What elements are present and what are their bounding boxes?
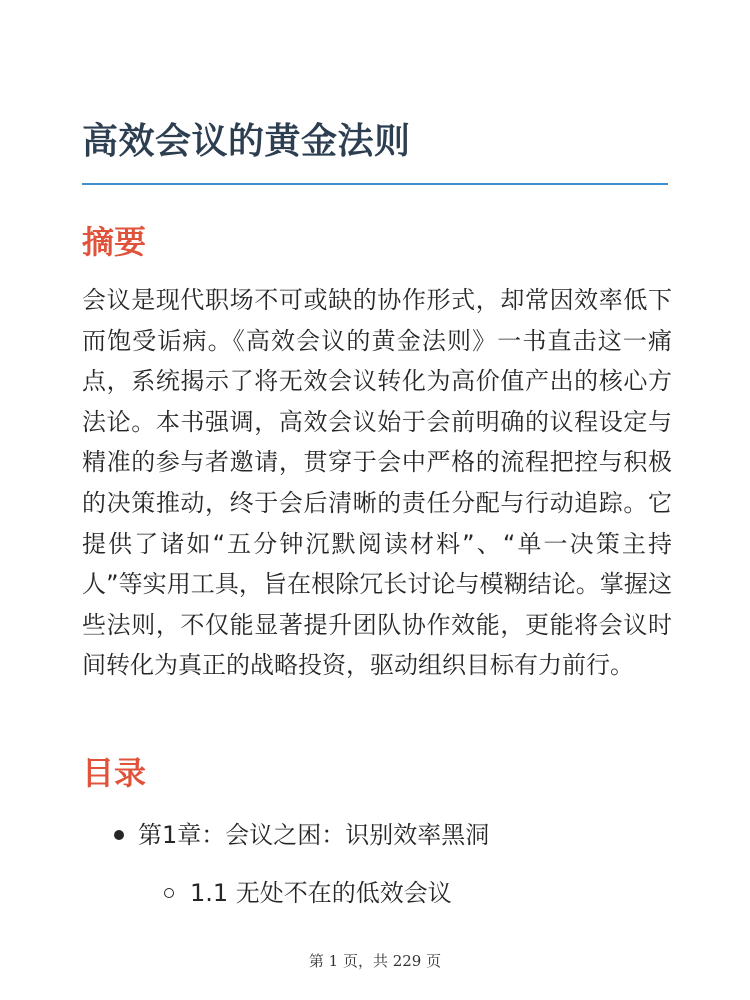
page-footer: 第 1 页，共 229 页	[308, 952, 442, 970]
title-divider	[82, 183, 668, 185]
toc-heading: 目录	[82, 754, 147, 792]
bullet-disc-icon	[114, 830, 124, 840]
toc-item-label: 1.1 无处不在的低效会议	[190, 879, 452, 907]
page-title: 高效会议的黄金法则	[82, 121, 411, 162]
toc-item-chapter-1[interactable]	[114, 818, 489, 852]
bullet-circle-icon	[164, 888, 174, 898]
abstract-heading: 摘要	[82, 223, 147, 261]
toc-item-section-1-1[interactable]	[164, 876, 452, 910]
toc-item-label: 第1章：会议之困：识别效率黑洞	[138, 821, 490, 849]
abstract-paragraph: 会议是现代职场不可或缺的协作形式，却常因效率低下而饱受诟病。《高效会议的黄金法则》一书直击这一痛点，系统揭示了将无效会议转化为高价值产出的核心方法论。本书强调，高效会议始于会前明确的议程设定与精准的参与者邀请，贯穿于会中严格的流程把控与积极的决策推动，终于会后清晰的责任分配与行动追踪。它提供了诸如“五分钟沉默阅读材料”、“单一决策主持人”等实用工具，旨在根除冗长讨论与模糊结论。掌握这些法则，不仅能显著提升团队协作效能，更能将会议时间转化为真正的战略投资，驱动组织目标有力前行。	[82, 286, 672, 680]
